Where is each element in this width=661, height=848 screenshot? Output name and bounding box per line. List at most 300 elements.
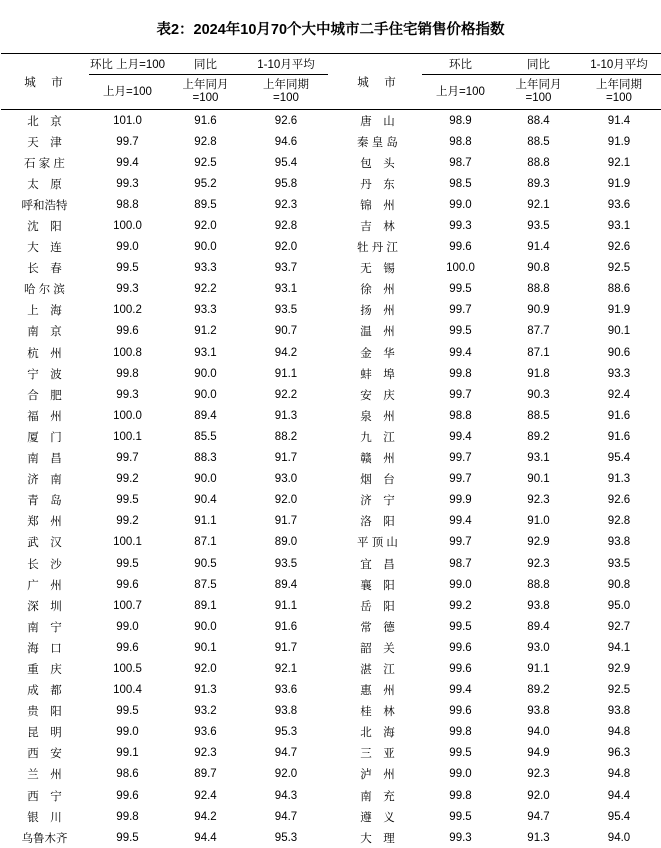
value-mom: 98.6 xyxy=(116,768,139,781)
city-name: 西 宁 xyxy=(27,790,62,803)
value-mom: 99.6 xyxy=(116,641,139,654)
value-avg: 91.9 xyxy=(607,135,631,148)
value-mom: 99.3 xyxy=(116,388,139,401)
value-mom: 100.7 xyxy=(113,599,142,612)
city-name: 蚌 埠 xyxy=(360,368,395,381)
value-avg: 96.3 xyxy=(607,747,631,760)
value-mom: 99.6 xyxy=(449,705,472,718)
value-avg: 93.5 xyxy=(607,557,631,570)
value-yoy: 91.3 xyxy=(194,684,217,697)
value-avg: 92.5 xyxy=(607,262,631,275)
value-yoy: 94.2 xyxy=(194,810,217,823)
city-name: 吉 林 xyxy=(360,221,395,234)
city-name: 烟 台 xyxy=(360,474,395,487)
value-yoy: 89.2 xyxy=(527,430,550,443)
value-avg: 93.1 xyxy=(607,220,631,233)
value-mom: 98.5 xyxy=(449,177,472,190)
value-mom: 99.2 xyxy=(449,599,472,612)
city-name: 宜 昌 xyxy=(360,558,395,571)
value-yoy: 92.0 xyxy=(527,789,550,802)
header-sub-yoy-right: 上年同月 =100 xyxy=(515,79,562,104)
table-row xyxy=(1,426,661,447)
table-row xyxy=(1,469,661,490)
value-avg: 92.3 xyxy=(274,198,298,211)
value-avg: 92.1 xyxy=(274,662,298,675)
value-mom: 98.7 xyxy=(449,156,472,169)
city-name: 温 州 xyxy=(360,326,395,339)
table-row xyxy=(1,321,661,342)
value-avg: 90.8 xyxy=(607,578,631,591)
value-yoy: 87.5 xyxy=(194,578,217,591)
value-yoy: 89.1 xyxy=(194,599,217,612)
value-mom: 99.7 xyxy=(116,452,139,465)
city-name: 三 亚 xyxy=(360,748,395,761)
city-name: 呼和浩特 xyxy=(21,199,68,212)
table-row xyxy=(1,490,661,511)
value-avg: 91.6 xyxy=(274,620,298,633)
value-yoy: 92.0 xyxy=(194,220,217,233)
value-avg: 94.0 xyxy=(607,831,631,844)
city-name: 襄 阳 xyxy=(360,579,395,592)
value-mom: 100.0 xyxy=(113,409,142,422)
city-name: 平 顶 山 xyxy=(357,537,398,550)
city-name: 无 锡 xyxy=(360,263,395,276)
value-mom: 99.5 xyxy=(449,620,472,633)
value-yoy: 89.5 xyxy=(194,198,217,211)
value-mom: 99.5 xyxy=(116,705,139,718)
value-avg: 92.8 xyxy=(607,515,631,528)
value-mom: 99.9 xyxy=(449,494,472,507)
table-row xyxy=(1,279,661,300)
value-mom: 99.4 xyxy=(449,430,472,443)
value-yoy: 90.0 xyxy=(194,388,217,401)
value-avg: 93.0 xyxy=(274,473,298,486)
city-name: 南 充 xyxy=(360,790,395,803)
value-mom: 100.1 xyxy=(113,430,142,443)
city-name: 长 春 xyxy=(27,263,62,276)
table-row xyxy=(1,722,661,743)
value-mom: 99.3 xyxy=(116,283,139,296)
value-yoy: 93.0 xyxy=(527,641,550,654)
value-avg: 92.0 xyxy=(274,768,298,781)
table-body xyxy=(1,110,661,848)
table-row xyxy=(1,785,661,806)
value-yoy: 87.7 xyxy=(527,325,550,338)
value-yoy: 93.8 xyxy=(527,705,550,718)
city-name: 南 宁 xyxy=(27,621,62,634)
value-mom: 99.6 xyxy=(449,641,472,654)
city-name: 扬 州 xyxy=(360,305,395,318)
value-yoy: 92.4 xyxy=(194,789,217,802)
value-yoy: 90.8 xyxy=(527,262,550,275)
table-row xyxy=(1,743,661,764)
city-name: 丹 东 xyxy=(360,178,395,191)
value-mom: 98.8 xyxy=(449,409,472,422)
value-yoy: 93.1 xyxy=(527,452,550,465)
value-avg: 93.1 xyxy=(274,283,298,296)
value-yoy: 90.0 xyxy=(194,620,217,633)
header-group-yoy-left: 同比 xyxy=(167,54,245,75)
city-name: 沈 阳 xyxy=(27,221,62,234)
city-name: 南 昌 xyxy=(27,453,62,466)
value-avg: 92.4 xyxy=(607,388,631,401)
value-mom: 99.8 xyxy=(449,367,472,380)
table-row xyxy=(1,448,661,469)
city-name: 九 江 xyxy=(360,431,395,444)
table-row xyxy=(1,680,661,701)
value-mom: 99.3 xyxy=(449,220,472,233)
header-group-mom-right: 环比 xyxy=(422,54,500,75)
table-row xyxy=(1,384,661,405)
city-name: 唐 山 xyxy=(360,115,395,128)
value-avg: 92.6 xyxy=(607,241,631,254)
city-name: 韶 关 xyxy=(360,642,395,655)
city-name: 常 德 xyxy=(360,621,395,634)
value-yoy: 90.4 xyxy=(194,494,217,507)
value-avg: 93.5 xyxy=(274,304,298,317)
city-name: 厦 门 xyxy=(27,431,62,444)
city-name: 深 圳 xyxy=(27,600,62,613)
value-yoy: 94.7 xyxy=(527,810,550,823)
city-name: 杭 州 xyxy=(27,347,62,360)
city-name: 银 川 xyxy=(27,811,62,824)
value-avg: 93.6 xyxy=(274,684,298,697)
value-yoy: 91.2 xyxy=(194,325,217,338)
city-name: 桂 林 xyxy=(360,706,395,719)
value-yoy: 88.8 xyxy=(527,283,550,296)
value-mom: 98.8 xyxy=(449,135,472,148)
table-row xyxy=(1,152,661,173)
city-name: 长 沙 xyxy=(27,558,62,571)
header-sub-mom-left: 上月=100 xyxy=(103,85,152,98)
city-name: 包 头 xyxy=(360,157,395,170)
city-name: 兰 州 xyxy=(27,769,62,782)
city-name: 合 肥 xyxy=(27,389,62,402)
value-mom: 99.8 xyxy=(116,810,139,823)
value-yoy: 87.1 xyxy=(194,536,217,549)
value-yoy: 91.3 xyxy=(527,831,550,844)
value-yoy: 90.1 xyxy=(194,641,217,654)
value-yoy: 92.8 xyxy=(194,135,217,148)
table-row xyxy=(1,658,661,679)
table-row xyxy=(1,194,661,215)
value-mom: 100.8 xyxy=(113,346,142,359)
value-mom: 99.4 xyxy=(116,156,139,169)
value-yoy: 85.5 xyxy=(194,430,217,443)
value-avg: 91.7 xyxy=(274,641,298,654)
value-yoy: 91.1 xyxy=(527,662,550,675)
value-mom: 99.5 xyxy=(449,747,472,760)
value-avg: 88.2 xyxy=(274,430,298,443)
value-mom: 99.0 xyxy=(116,726,139,739)
city-name: 武 汉 xyxy=(27,537,62,550)
value-mom: 99.5 xyxy=(449,810,472,823)
value-mom: 99.7 xyxy=(116,135,139,148)
value-avg: 92.2 xyxy=(274,388,298,401)
table-row xyxy=(1,827,661,848)
value-avg: 95.4 xyxy=(274,156,298,169)
value-mom: 98.7 xyxy=(449,557,472,570)
header-group-mom-left: 环比 上月=100 xyxy=(89,54,167,75)
table-row xyxy=(1,574,661,595)
value-avg: 95.3 xyxy=(274,831,298,844)
value-yoy: 93.5 xyxy=(527,220,550,233)
value-avg: 93.8 xyxy=(607,536,631,549)
table-row xyxy=(1,258,661,279)
table-row xyxy=(1,300,661,321)
value-yoy: 90.0 xyxy=(194,367,217,380)
value-yoy: 92.0 xyxy=(194,662,217,675)
value-yoy: 92.3 xyxy=(527,494,550,507)
city-name: 秦 皇 岛 xyxy=(357,136,398,149)
value-yoy: 93.1 xyxy=(194,346,217,359)
table-row xyxy=(1,342,661,363)
city-name: 北 京 xyxy=(27,115,62,128)
city-name: 太 原 xyxy=(27,178,62,191)
value-mom: 99.6 xyxy=(116,325,139,338)
value-yoy: 90.1 xyxy=(527,473,550,486)
value-yoy: 88.5 xyxy=(527,409,550,422)
value-mom: 98.8 xyxy=(116,198,139,211)
header-sub-mom-right: 上月=100 xyxy=(436,85,485,98)
value-avg: 91.4 xyxy=(607,114,631,127)
value-yoy: 92.5 xyxy=(194,156,217,169)
value-avg: 93.6 xyxy=(607,198,631,211)
value-yoy: 88.4 xyxy=(527,114,550,127)
value-yoy: 94.0 xyxy=(527,726,550,739)
value-mom: 99.8 xyxy=(449,726,472,739)
city-name: 大 连 xyxy=(27,242,62,255)
value-mom: 99.0 xyxy=(116,241,139,254)
value-avg: 92.1 xyxy=(607,156,631,169)
city-name: 贵 阳 xyxy=(27,706,62,719)
city-name: 泸 州 xyxy=(360,769,395,782)
value-mom: 99.5 xyxy=(449,283,472,296)
value-avg: 94.4 xyxy=(607,789,631,802)
value-avg: 92.6 xyxy=(274,114,298,127)
value-yoy: 89.2 xyxy=(527,684,550,697)
value-yoy: 89.3 xyxy=(527,177,550,190)
value-avg: 89.0 xyxy=(274,536,298,549)
city-name: 岳 阳 xyxy=(360,600,395,613)
value-avg: 91.9 xyxy=(607,304,631,317)
value-yoy: 93.6 xyxy=(194,726,217,739)
table-row xyxy=(1,511,661,532)
value-mom: 99.7 xyxy=(449,536,472,549)
value-mom: 99.3 xyxy=(449,831,472,844)
value-mom: 99.8 xyxy=(449,789,472,802)
value-mom: 100.1 xyxy=(113,536,142,549)
city-name: 南 京 xyxy=(27,326,62,339)
value-avg: 95.0 xyxy=(607,599,631,612)
value-yoy: 90.5 xyxy=(194,557,217,570)
value-yoy: 92.9 xyxy=(527,536,550,549)
city-name: 北 海 xyxy=(360,727,395,740)
header-sub-yoy-left: 上年同月 =100 xyxy=(182,79,229,104)
table-row xyxy=(1,237,661,258)
city-name: 徐 州 xyxy=(360,284,395,297)
value-avg: 94.8 xyxy=(607,726,631,739)
value-yoy: 90.3 xyxy=(527,388,550,401)
value-mom: 99.0 xyxy=(449,578,472,591)
city-name: 湛 江 xyxy=(360,663,395,676)
city-name: 牡 丹 江 xyxy=(357,242,398,255)
value-mom: 99.1 xyxy=(116,747,139,760)
value-mom: 99.6 xyxy=(116,578,139,591)
city-name: 安 庆 xyxy=(360,389,395,402)
header-city-right: 城 市 xyxy=(357,76,398,89)
city-name: 济 南 xyxy=(27,474,62,487)
value-mom: 99.0 xyxy=(449,198,472,211)
value-mom: 99.7 xyxy=(449,452,472,465)
value-mom: 99.4 xyxy=(449,346,472,359)
value-mom: 100.0 xyxy=(113,220,142,233)
table-row xyxy=(1,595,661,616)
city-name: 郑 州 xyxy=(27,516,62,529)
value-mom: 99.7 xyxy=(449,304,472,317)
value-yoy: 91.8 xyxy=(527,367,550,380)
value-mom: 99.5 xyxy=(116,262,139,275)
value-yoy: 92.2 xyxy=(194,283,217,296)
value-avg: 92.0 xyxy=(274,241,298,254)
value-avg: 91.1 xyxy=(274,599,298,612)
value-mom: 99.6 xyxy=(449,241,472,254)
city-name: 大 理 xyxy=(360,832,395,845)
value-yoy: 93.2 xyxy=(194,705,217,718)
value-yoy: 87.1 xyxy=(527,346,550,359)
value-avg: 95.3 xyxy=(274,726,298,739)
city-name: 济 宁 xyxy=(360,495,395,508)
value-avg: 91.1 xyxy=(274,367,298,380)
value-yoy: 91.6 xyxy=(194,114,217,127)
value-mom: 99.6 xyxy=(449,662,472,675)
value-avg: 91.9 xyxy=(607,177,631,190)
value-mom: 100.2 xyxy=(113,304,142,317)
value-yoy: 90.0 xyxy=(194,473,217,486)
table-row xyxy=(1,173,661,194)
value-avg: 92.7 xyxy=(607,620,631,633)
city-name: 赣 州 xyxy=(360,453,395,466)
header-sub-avg-left: 上年同期 =100 xyxy=(263,79,309,104)
header-group-avg-left: 1-10月平均 xyxy=(245,54,328,75)
value-avg: 92.0 xyxy=(274,494,298,507)
value-avg: 93.5 xyxy=(274,557,298,570)
value-mom: 99.5 xyxy=(449,325,472,338)
value-yoy: 91.1 xyxy=(194,515,217,528)
value-yoy: 89.4 xyxy=(527,620,550,633)
value-avg: 92.8 xyxy=(274,220,298,233)
value-yoy: 91.4 xyxy=(527,241,550,254)
value-yoy: 93.3 xyxy=(194,262,217,275)
table-row xyxy=(1,701,661,722)
value-avg: 94.6 xyxy=(274,135,298,148)
table-row xyxy=(1,764,661,785)
value-mom: 99.3 xyxy=(116,177,139,190)
value-yoy: 92.1 xyxy=(527,198,550,211)
header-sub-avg-right: 上年同期 =100 xyxy=(596,79,642,104)
value-yoy: 88.3 xyxy=(194,452,217,465)
value-mom: 100.5 xyxy=(113,662,142,675)
value-mom: 99.0 xyxy=(449,768,472,781)
value-yoy: 93.3 xyxy=(194,304,217,317)
header-city-left: 城 市 xyxy=(24,76,65,89)
table-row xyxy=(1,532,661,553)
table-row xyxy=(1,131,661,152)
value-yoy: 92.3 xyxy=(527,557,550,570)
city-name: 天 津 xyxy=(27,136,62,149)
value-mom: 100.4 xyxy=(113,684,142,697)
value-avg: 91.7 xyxy=(274,515,298,528)
header-group-avg-right: 1-10月平均 xyxy=(578,54,661,75)
value-yoy: 92.3 xyxy=(194,747,217,760)
table-row xyxy=(1,553,661,574)
table-row xyxy=(1,363,661,384)
value-avg: 95.4 xyxy=(607,452,631,465)
value-avg: 93.3 xyxy=(607,367,631,380)
value-mom: 99.4 xyxy=(449,515,472,528)
value-avg: 94.7 xyxy=(274,810,298,823)
value-yoy: 90.0 xyxy=(194,241,217,254)
city-name: 锦 州 xyxy=(360,199,395,212)
city-name: 重 庆 xyxy=(27,663,62,676)
value-yoy: 92.3 xyxy=(527,768,550,781)
city-name: 洛 阳 xyxy=(360,516,395,529)
value-mom: 101.0 xyxy=(113,114,142,127)
value-avg: 90.6 xyxy=(607,346,631,359)
value-yoy: 93.8 xyxy=(527,599,550,612)
value-mom: 98.9 xyxy=(449,114,472,127)
header-group-row xyxy=(1,54,661,75)
city-name: 昆 明 xyxy=(27,727,62,740)
city-name: 海 口 xyxy=(27,642,62,655)
value-mom: 99.5 xyxy=(116,831,139,844)
value-avg: 91.3 xyxy=(607,473,631,486)
city-name: 惠 州 xyxy=(360,685,395,698)
value-yoy: 95.2 xyxy=(194,177,217,190)
city-name: 福 州 xyxy=(27,410,62,423)
city-name: 上 海 xyxy=(27,305,62,318)
city-name: 西 安 xyxy=(27,748,62,761)
value-yoy: 94.4 xyxy=(194,831,217,844)
value-mom: 99.4 xyxy=(449,684,472,697)
value-yoy: 89.4 xyxy=(194,409,217,422)
value-avg: 91.6 xyxy=(607,430,631,443)
value-avg: 93.7 xyxy=(274,262,298,275)
city-name: 乌鲁木齐 xyxy=(21,832,68,845)
value-mom: 99.7 xyxy=(449,388,472,401)
value-mom: 99.5 xyxy=(116,557,139,570)
table-row xyxy=(1,110,661,131)
value-avg: 91.3 xyxy=(274,409,298,422)
city-name: 成 都 xyxy=(27,685,62,698)
city-name: 金 华 xyxy=(360,347,395,360)
value-avg: 94.2 xyxy=(274,346,298,359)
value-yoy: 88.8 xyxy=(527,156,550,169)
city-name: 广 州 xyxy=(27,579,62,592)
value-avg: 94.1 xyxy=(607,641,631,654)
city-name: 宁 波 xyxy=(27,368,62,381)
city-name: 哈 尔 滨 xyxy=(24,284,65,297)
value-avg: 95.4 xyxy=(607,810,631,823)
value-avg: 92.6 xyxy=(607,494,631,507)
city-name: 泉 州 xyxy=(360,410,395,423)
value-avg: 88.6 xyxy=(607,283,631,296)
value-avg: 94.7 xyxy=(274,747,298,760)
value-avg: 90.7 xyxy=(274,325,298,338)
value-mom: 99.2 xyxy=(116,473,139,486)
city-name: 石 家 庄 xyxy=(24,157,65,170)
value-mom: 99.2 xyxy=(116,515,139,528)
